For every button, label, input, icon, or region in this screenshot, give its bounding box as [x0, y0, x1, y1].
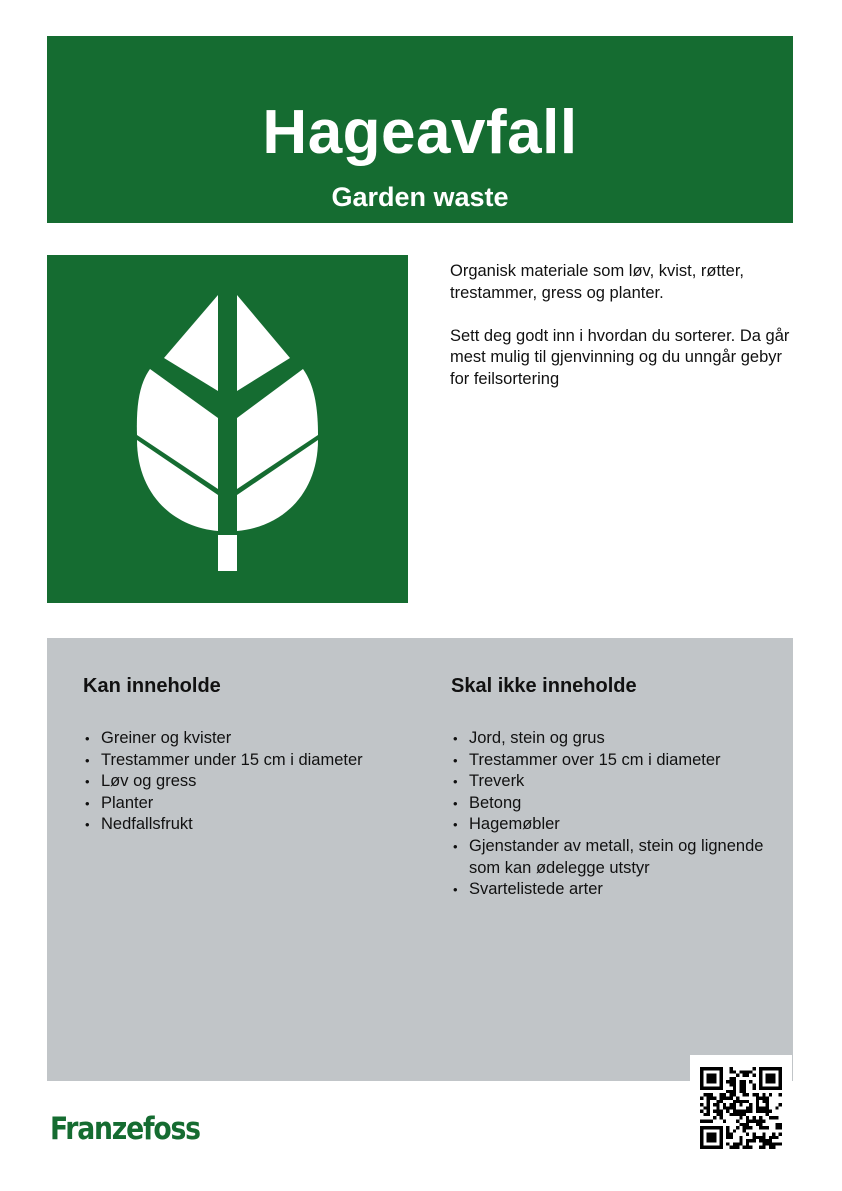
franzefoss-logo: Franzefoss [50, 1111, 200, 1147]
list-item: • Jord, stein og grus [451, 728, 781, 750]
list-item: • Treverk [451, 771, 781, 793]
intro-text [450, 261, 795, 390]
list-item: • Greiner og kvister [83, 728, 423, 750]
list-item: • Svartelistede arter [451, 879, 781, 901]
can-contain-list [83, 728, 423, 836]
list-item: • Trestammer over 15 cm i diameter [451, 750, 781, 772]
can-contain-heading: Kan inneholde [83, 675, 221, 697]
intro-paragraph: Sett deg godt inn i hvordan du sorterer. Da går mest mulig til gjenvinning og du unngår gebyr for feilsortering [450, 326, 790, 388]
list-item: • Hagemøbler [451, 814, 781, 836]
cannot-contain-list [451, 728, 781, 901]
title-banner [47, 36, 793, 223]
intro-paragraph: Organisk materiale som løv, kvist, røtter, trestammer, gress og planter. [450, 262, 745, 302]
qr-code[interactable] [690, 1055, 792, 1155]
list-item: • Løv og gress [83, 771, 423, 793]
can-contain-column [83, 672, 423, 836]
list-item: • Planter [83, 793, 423, 815]
leaf-icon-box [47, 255, 408, 603]
list-item: • Gjenstander av metall, stein og lignende som kan ødelegge utstyr [451, 836, 781, 879]
leaf-icon [47, 255, 408, 603]
page-subtitle: Garden waste [331, 182, 509, 212]
list-item: • Trestammer under 15 cm i diameter [83, 750, 423, 772]
qr-code-icon [700, 1067, 782, 1149]
list-item: • Betong [451, 793, 781, 815]
cannot-contain-column [451, 672, 781, 901]
page-title: Hageavfall [262, 98, 578, 167]
cannot-contain-heading: Skal ikke inneholde [451, 675, 637, 697]
list-item: • Nedfallsfrukt [83, 814, 423, 836]
